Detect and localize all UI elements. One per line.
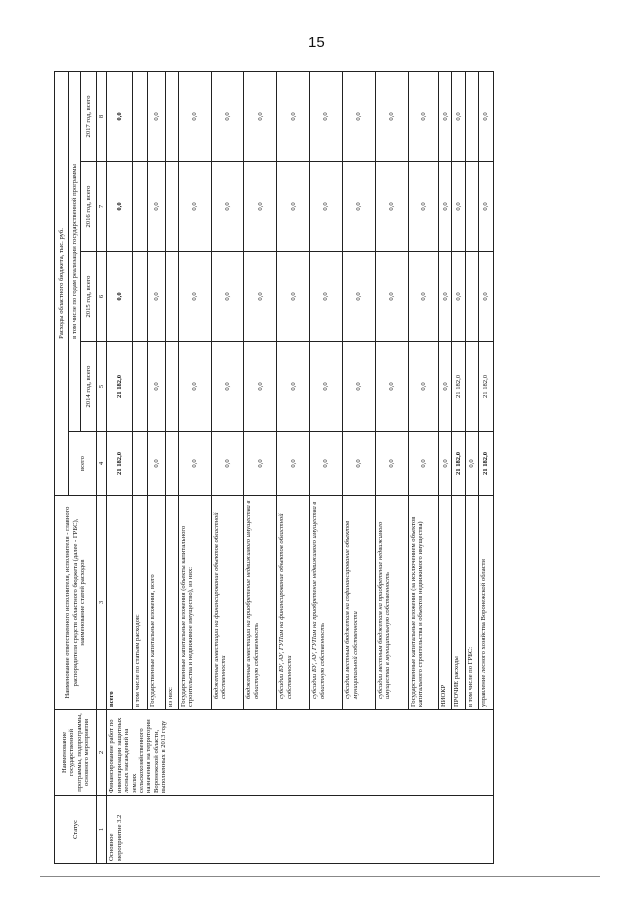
col-number: 4 [97,432,107,496]
program-header: Наименование государственной программы, подпрограммы, основного мероприятия [55,710,97,796]
year-header: 2015 год, всего [81,252,97,342]
value-cell-y2016: 0,0 [211,162,244,252]
value-cell-y2017: 0,0 [147,71,165,161]
value-cell-y2015: 0,0 [277,252,310,342]
value-cell-y2014: 0,0 [277,342,310,432]
row-label: из них: [165,496,178,710]
value-cell-total: 0,0 [343,432,376,496]
value-cell-total: 0,0 [376,432,409,496]
value-cell-y2015 [165,252,178,342]
value-cell-y2017 [132,71,147,161]
value-cell-y2017 [465,71,478,161]
value-cell-y2015 [132,252,147,342]
value-cell-y2016: 0,0 [310,162,343,252]
value-cell-y2014: 0,0 [178,342,211,432]
value-cell-total: 0,0 [310,432,343,496]
value-cell-y2015: 0,0 [439,252,452,342]
row-label: субсидии местным бюджетам на софинансирование объектов муниципальной собственности [343,496,376,710]
value-cell-total: 0,0 [439,432,452,496]
value-cell-y2016: 0,0 [452,162,465,252]
value-cell-y2014: 0,0 [408,342,438,432]
row-label: бюджетные инвестиции на финансирование объектов областной собственности [211,496,244,710]
value-cell-y2016: 0,0 [343,162,376,252]
value-cell-y2015: 0,0 [107,252,132,342]
value-cell-y2016 [132,162,147,252]
row-label: субсидии БУ, АУ, ГУПам на финансирование объектов областной собственности [277,496,310,710]
value-cell-y2015: 0,0 [310,252,343,342]
col-number: 7 [97,162,107,252]
value-cell-y2014: 0,0 [376,342,409,432]
value-cell-y2014: 0,0 [439,342,452,432]
col-number: 5 [97,342,107,432]
value-cell-y2015: 0,0 [244,252,277,342]
value-cell-total: 0,0 [277,432,310,496]
row-label: в том числе по статьям расходов: [132,496,147,710]
page-number: 15 [308,34,325,51]
value-cell-y2017: 0,0 [211,71,244,161]
value-cell-total: 21 182,0 [107,432,132,496]
value-cell-y2016: 0,0 [478,162,493,252]
value-cell-y2015: 0,0 [211,252,244,342]
value-cell-y2016 [465,162,478,252]
value-cell-y2015: 0,0 [452,252,465,342]
value-cell-total: 0,0 [408,432,438,496]
row-label: Государственные капитальные вложения (объекты капитального строительства и недвижимое имущество), из них: [178,496,211,710]
value-cell-y2016: 0,0 [107,162,132,252]
budget-header: Расходы областного бюджета, тыс. руб. [55,71,69,495]
value-cell-y2014: 21 182,0 [452,342,465,432]
value-cell-y2017 [165,71,178,161]
value-cell-y2014: 0,0 [211,342,244,432]
row-label: бюджетные инвестиции на приобретение недвижимого имущества в областную собственность [244,496,277,710]
status-cell: Основное мероприятие 3.2 [107,796,494,864]
value-cell-total: 0,0 [211,432,244,496]
col-number: 3 [97,496,107,710]
value-cell-y2015: 0,0 [343,252,376,342]
value-cell-total: 0,0 [244,432,277,496]
value-cell-total: 0,0 [147,432,165,496]
row-label: НИОКР [439,496,452,710]
col-number: 2 [97,710,107,796]
row-label: Государственные капитальные вложения, всего [147,496,165,710]
value-cell-y2015 [465,252,478,342]
row-label: Государственные капитальные вложения (за исключением объектов капитального строительства и объектов недвижимого имущества) [408,496,438,710]
row-label: субсидии местным бюджетам на приобретение недвижимого имущества в муниципальную собственность [376,496,409,710]
value-cell-y2014: 21 182,0 [107,342,132,432]
value-cell-y2017: 0,0 [244,71,277,161]
budget-table-sheet [54,72,494,864]
value-cell-y2016: 0,0 [178,162,211,252]
value-cell-y2014: 21 182,0 [478,342,493,432]
value-cell-y2016: 0,0 [439,162,452,252]
value-cell-y2015: 0,0 [408,252,438,342]
value-cell-y2016: 0,0 [244,162,277,252]
value-cell-y2016 [165,162,178,252]
row-label: ПРОЧИЕ расходы [452,496,465,710]
bottom-rule [40,876,600,877]
value-cell-y2014 [465,342,478,432]
value-cell-total: 0,0 [178,432,211,496]
value-cell-y2015: 0,0 [478,252,493,342]
value-cell-y2017: 0,0 [178,71,211,161]
value-cell-y2017: 0,0 [478,71,493,161]
total-header: всего [69,432,97,496]
value-cell-y2014: 0,0 [244,342,277,432]
value-cell-y2014 [165,342,178,432]
value-cell-y2017: 0,0 [452,71,465,161]
value-cell-y2016: 0,0 [277,162,310,252]
program-cell: Финансирование работ по инвентаризации защитных лесных насаждений на землях сельскохозяйственного назначения на территории Воронежской области, выполненных в 2013 году [107,710,494,796]
row-label: всего [107,496,132,710]
row-label: в том числе по ГРБС: [465,496,478,710]
value-cell-y2016: 0,0 [376,162,409,252]
col-number: 6 [97,252,107,342]
value-cell-y2017: 0,0 [408,71,438,161]
value-cell-y2014: 0,0 [310,342,343,432]
value-cell-total: 21 182,0 [478,432,493,496]
value-cell-y2014 [132,342,147,432]
value-cell-total: 21 182,0 [452,432,465,496]
value-cell-y2016: 0,0 [408,162,438,252]
budget-table [54,71,494,864]
value-cell-y2014: 0,0 [343,342,376,432]
resp-header: Наименование ответственного исполнителя, исполнителя - главного распорядителя средств областного бюджета (далее - ГРБС), наименование статей расходов [55,496,97,710]
status-header: Статус [55,796,97,864]
value-cell-y2017: 0,0 [107,71,132,161]
table-row [107,71,132,863]
col-number: 8 [97,71,107,161]
row-label: управление лесного хозяйства Воронежской области [478,496,493,710]
year-header: 2017 год, всего [81,71,97,161]
value-cell-y2017: 0,0 [277,71,310,161]
year-header: 2014 год, всего [81,342,97,432]
row-label: субсидии БУ, АУ, ГУПам на приобретение недвижимого имущества в областную собственность [310,496,343,710]
year-header: 2016 год, всего [81,162,97,252]
value-cell-y2017: 0,0 [343,71,376,161]
value-cell-y2016: 0,0 [147,162,165,252]
value-cell-y2015: 0,0 [147,252,165,342]
value-cell-total [165,432,178,496]
col-number: 1 [97,796,107,864]
value-cell-y2015: 0,0 [178,252,211,342]
value-cell-y2017: 0,0 [376,71,409,161]
by-years-header: в том числе по годам реализации государственной программы [69,71,81,431]
value-cell-y2014: 0,0 [147,342,165,432]
value-cell-total [132,432,147,496]
value-cell-total: 0,0 [465,432,478,496]
value-cell-y2017: 0,0 [310,71,343,161]
value-cell-y2015: 0,0 [376,252,409,342]
value-cell-y2017: 0,0 [439,71,452,161]
